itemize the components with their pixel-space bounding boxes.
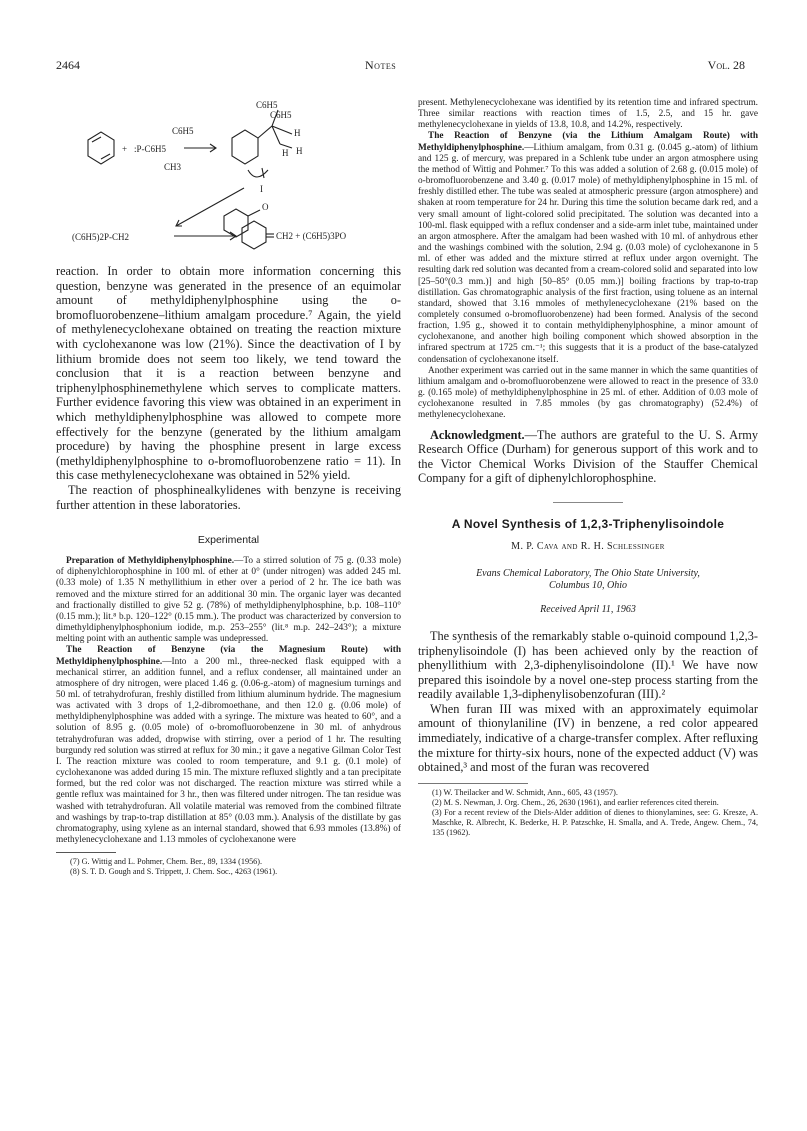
exp2-title: The Reaction of Benzyne (via the Magnesium Route) with Methyldiphenylphosphine. xyxy=(56,645,401,667)
experimental-heading: Experimental xyxy=(197,534,260,547)
right-paragraph-1: present. Methylenecyclohexane was identified by its retention time and infrared spectrum. Three similar reactions with reaction times of 1.5, 2.5, and 15 hr. gave methylenecyclohexane in yields of 13.8, 10.8, and 14.2%, respectively. xyxy=(418,98,758,131)
article-title: A Novel Synthesis of 1,2,3-Triphenylisoindole xyxy=(451,516,725,531)
scheme-label-oxygen: O xyxy=(262,202,269,212)
scheme-label-products: CH2 + (C6H5)3PO xyxy=(276,231,347,241)
article-separator xyxy=(553,502,623,503)
scheme-label-phosphine: :P-C6H5 xyxy=(134,144,167,154)
right-paragraph-2 xyxy=(418,131,758,365)
right-column xyxy=(418,98,758,838)
reaction-scheme xyxy=(56,98,401,270)
left-paragraph-1: reaction. In order to obtain more information concerning this question, benzyne was generated in the presence of an equimolar amount of methyldiphenylphosphine using the o-bromofluorobenzene–lithium amalgam procedure.⁷ Again, the yield of methylenecyclohexane obtained on treating the reaction mixture with cyclohexanone was low (21%). Since the deactivation of I by lithium bromide does not seem too likely, we tend toward the conclusion that it is a reaction between benzyne and triphenylphosphinemethylene which serves to complicate matters. Further evidence favoring this view was obtained in an experiment in which methyldiphenylphosphine was allowed to compete more effectively for the benzyne (generated by the lithium amalgam procedure) by having the phosphine present in large excess (methyldiphenylphosphine to o-bromofluorobenzene ratio = 11). In this case methylenecyclohexane was obtained in 52% yield. xyxy=(56,264,401,483)
footnote-rule-right xyxy=(418,783,528,784)
footnote-1: (1) W. Theilacker and W. Schmidt, Ann., 605, 43 (1957). xyxy=(432,787,618,797)
scheme-label-plus-phosphine: + xyxy=(122,144,128,154)
scheme-label-c6h5-c: C6H5 xyxy=(270,110,292,120)
scheme-compound-label: I xyxy=(260,184,263,194)
r2-title: The Reaction of Benzyne (via the Lithium Amalgam Route) with Methyldiphenylphosphine. xyxy=(418,131,758,153)
scheme-label-ch3: CH3 xyxy=(164,162,182,172)
left-paragraph-2: The reaction of phosphinealkylidenes with benzyne is receiving further attention in these laboratories. xyxy=(56,482,401,512)
scheme-label-c6h5-b: C6H5 xyxy=(256,100,278,110)
footnote-2: (2) M. S. Newman, J. Org. Chem., 26, 2630 (1961), and earlier references cited therein. xyxy=(432,797,719,807)
exp1-title: Preparation of Methyldiphenylphosphine. xyxy=(66,556,235,567)
body-paragraph-2: When furan III was mixed with an approximately equimolar amount of thionylaniline (IV) in benzene, a red color appeared immediately, indicative of a charge-transfer complex. After refluxing the mixture for thirty-six hours, none of the expected adduct (V) was obtained,³ and most of the furan was recovered xyxy=(418,701,758,775)
running-header xyxy=(0,58,807,78)
received-date: Received April 11, 1963 xyxy=(540,603,636,615)
footnote-8: (8) S. T. D. Gough and S. Trippett, J. Chem. Soc., 4263 (1961). xyxy=(70,867,278,877)
footnote-rule xyxy=(56,852,116,853)
ack-title: Acknowledgment. xyxy=(430,427,525,442)
right-paragraph-3: Another experiment was carried out in the same manner in which the same quantities of lithium amalgam and o-bromofluorobenzene were allowed to react in the presence of 33.0 g. (0.165 mole) of methyldiphenylphosphine in 25 ml. of ether. Addition of 0.03 mole of cyclohexanone resulted in 7.85 mmoles (by gas chromatography) (52.4%) of methylenecyclohexane. xyxy=(418,365,758,421)
scheme-label-c6h5-a: C6H5 xyxy=(172,126,194,136)
scheme-label-ylide: (C6H5)2P-CH2 xyxy=(72,232,130,242)
footnote-3: (3) For a recent review of the Diels-Alder addition of dienes to thionylamines, see: G. Kresze, A. Maschke, R. Albrecht, K. Bederke, H. P. Patzschke, H. Smalla, and A. Trede, Angew. Chem., 74, 135 (1962). xyxy=(432,807,758,837)
experimental-paragraph-2 xyxy=(56,645,401,846)
exp1-text: —To a stirred solution of 75 g. (0.33 mole) of diphenylchlorophosphine in 100 ml. of ether at 0° (under nitrogen) was added 245 ml. (0.33 mole) of 1.35 N methyllithium in ether over a period of 2 hr. The ice bath was removed and the mixture stirred for an additional 30 min. The organic layer was decanted and fractionally distilled to give 52 g. (78%) of methyldiphenylphosphine, b.p. 108–110° (0.15 mm.); lit.⁸ b.p. 120–122° (0.15 mm.). The product was characterized by conversion to dimethyldiphenylphosphonium iodide, m.p. 253–255° (lit.⁸ m.p. 242–243°); a mixture melting point with an authentic sample was undepressed. xyxy=(56,556,401,645)
affiliation-line-2: Columbus 10, Ohio xyxy=(548,579,628,591)
body-paragraph-1: The synthesis of the remarkably stable o-quinoid compound 1,2,3-triphenylisoindole (I) has been achieved only by the reaction of phenyllithium with 2,3-diphenylisoindolone (II).¹ We have now prepared this isoindole by a novel one-step process starting from the readily available 1,3-diphenylisobenzofuran (III).² xyxy=(418,628,758,702)
left-column xyxy=(56,264,401,877)
ack-text: —The authors are grateful to the U. S. Army Research Office (Durham) for generous support of this work and to the Victor Chemical Works Division of the Stauffer Chemical Company for a gift of diphenylchlorophosphine. xyxy=(418,427,758,486)
exp2-text: —Into a 200 ml., three-necked flask equipped with a mechanical stirrer, an addition funnel, and a reflux condenser, all maintained under an atmosphere of dry nitrogen, were placed 1.46 g. (0.06-g.-atom) of magnesium turnings and 50 ml. of tetrahydrofuran, freshly distilled from lithium aluminum hydride. The magnesium was activated with 3 drops of 1,2-dibromoethane, and then 12.0 g. (0.06 mole) of methyldiphenylphosphine was added with a syringe. The mixture was heated to 60°, and a solution of 8.95 g. (0.05 mole) of o-bromofluorobenzene in 30 ml. of anhydrous tetrahydrofuran was added, dropwise with stirring, over a period of 1 hr. The resulting burgundy red solution was stirred at reflux for 30 min.; it gave a negative Gilman Color Test I. The reaction mixture was cooled to room temperature, and 9.1 g. (0.1 mole) of cyclohexanone was added during 15 min. The mixture refluxed slightly and a tan precipitate formed, but the red color was not discharged. The reaction mixture was stirred while a gentle reflux was maintained for 3 hr., then was filtered under nitrogen. The tan residue was washed with tetrahydrofuran. All volatile material was removed from the combined filtrate and washings by trap-to-trap distillation at 85° (0.03 mm.). Analysis of the distillate by gas chromatography, using xylene as an internal standard, showed that 6.93 mmoles (13.8%) of methylenecyclohexane and 1.13 mmoles of cyclohexanone were xyxy=(56,656,401,845)
article-authors: M. P. Cava and R. H. Schlessinger xyxy=(511,540,665,552)
benzyne-ring xyxy=(88,132,114,164)
affiliation-line-1: Evans Chemical Laboratory, The Ohio State University, xyxy=(476,567,700,579)
footnote-7: (7) G. Wittig and L. Pohmer, Chem. Ber., 89, 1334 (1956). xyxy=(70,857,263,867)
page-number: 2464 xyxy=(56,58,80,72)
r2-text: —Lithium amalgam, from 0.31 g. (0.045 g.-atom) of lithium and 125 g. of mercury, was prepared in a Schlenk tube under an argon atmosphere using the method of Wittig and Pohmer.⁷ To this was added a solution of 2.68 g. (0.015 mole) of o-bromofluorobenzene and 3.40 g. (0.017 mole) of methyldiphenylphosphine in 15 ml. of freshly distilled ether. The tube was sealed at atmospheric pressure (argon atmosphere) and shaken at room temperature for 24 hr. During this time the solution became dark red, and a very small amount of light-colored solid precipitated. The solution was decanted into a 100-ml. flask equipped with a reflux condenser and a side-arm inlet tube, maintained under an argon atmosphere. After the amalgam had been washed with 10 ml. of anhydrous ether and the washings combined with the solution, 2.94 g. (0.03 mole) of cyclohexanone in 5 ml. of ether was added and the mixture stirred at reflux under argon overnight. The resulting dark red solution was decanted from a cream-colored solid and separated into low [25–50°(0.3 mm.)] and high [50–85° (0.05 mm.)] boiling fractions by trap-to-trap distillation. Gas chromatographic analysis of the first fraction, using toluene as an internal standard, showed that 3.16 mmoles of methylenecyclohexane (21% based on the completely consumed o-bromofluorobenzene) had been formed. Analysis of the second fraction, 1.95 g., showed it to contain methyldiphenylphosphine, a minor amount of cyclohexanone, and another high boiling component which showed absorption in the infrared spectrum at 1725 cm.⁻¹; this suggests that it is a product of the base-catalyzed condensation of cyclohexanone itself. xyxy=(418,142,758,365)
experimental-paragraph-1 xyxy=(56,556,401,645)
scheme-label-h3: H xyxy=(296,146,303,156)
volume-label: Vol. 28 xyxy=(707,58,745,72)
acknowledgment xyxy=(418,428,758,486)
scheme-label-h2: H xyxy=(282,148,289,158)
scheme-label-h1: H xyxy=(294,128,301,138)
section-name: Notes xyxy=(365,58,397,72)
